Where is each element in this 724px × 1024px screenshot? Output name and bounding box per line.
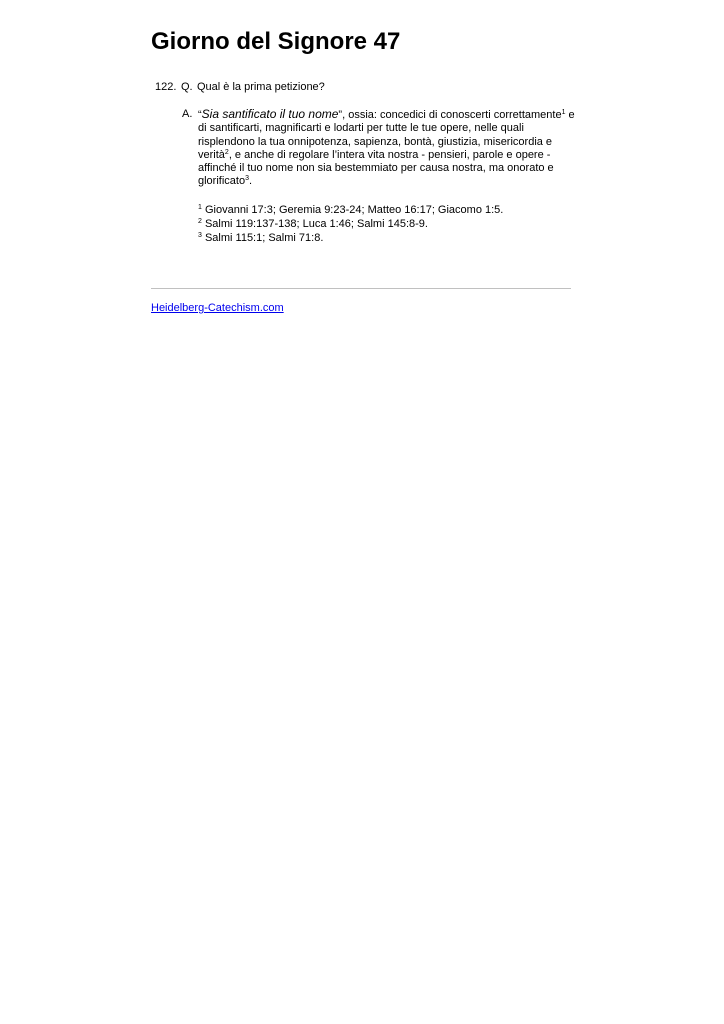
footnote-ref-3: 3 bbox=[245, 175, 249, 183]
footnote-3 bbox=[198, 231, 503, 245]
page-title: Giorno del Signore 47 bbox=[151, 28, 401, 55]
question-label: Q. bbox=[181, 81, 193, 93]
answer-line-2: di santificarti, magnificarti e lodarti per tutte le tue opere, nelle quali bbox=[198, 122, 524, 135]
question-text: Qual è la prima petizione? bbox=[197, 81, 325, 93]
footnote-text: Salmi 119:137-138; Luca 1:46; Salmi 145:8-9. bbox=[201, 218, 428, 230]
answer-line-1-rest: ”, ossia: concedici di conoscerti correttamente bbox=[338, 109, 562, 121]
answer-line-1-end: e bbox=[565, 109, 575, 121]
footnote-ref-1: 1 bbox=[561, 109, 566, 116]
site-link[interactable]: Heidelberg-Catechism.com bbox=[151, 302, 284, 314]
footnote-text: Giovanni 17:3; Geremia 9:23-24; Matteo 16:17; Giacomo 1:5. bbox=[201, 204, 504, 216]
answer-line-6-end: . bbox=[248, 175, 253, 188]
footnote-marker: 1 bbox=[198, 204, 202, 211]
footnote-ref-2: 2 bbox=[224, 148, 229, 156]
footnote-1 bbox=[198, 203, 503, 217]
answer-line-4 bbox=[198, 149, 572, 162]
answer-lead-italic: Sia santificato il tuo nome bbox=[201, 107, 339, 121]
answer-line-5: affinché il tuo nome non sia bestemmiato per causa nostra, ma onorato e bbox=[198, 162, 554, 175]
footnote-2 bbox=[198, 217, 503, 231]
footnote-marker: 2 bbox=[198, 218, 202, 225]
answer-line-1 bbox=[198, 107, 575, 122]
answer-text bbox=[198, 107, 575, 189]
answer-label: A. bbox=[182, 108, 193, 120]
footnote-text: Salmi 115:1; Salmi 71:8. bbox=[201, 232, 324, 244]
open-quote: “ bbox=[198, 109, 202, 121]
answer-line-3: risplendono la tua onnipotenza, sapienza, bontà, giustizia, misericordia e bbox=[198, 135, 553, 148]
answer-line-4-start: verità bbox=[198, 148, 225, 161]
footnotes bbox=[198, 203, 503, 245]
answer-line-6-start: glorificato bbox=[198, 175, 246, 188]
question-number: 122. bbox=[155, 81, 177, 93]
answer bbox=[182, 107, 575, 189]
question bbox=[155, 80, 325, 94]
answer-line-4-rest: , e anche di regolare l’intera vita nostra - pensieri, parole e opere - bbox=[228, 148, 551, 161]
divider bbox=[151, 288, 571, 289]
footnote-marker: 3 bbox=[198, 232, 202, 239]
answer-line-6 bbox=[198, 175, 572, 188]
